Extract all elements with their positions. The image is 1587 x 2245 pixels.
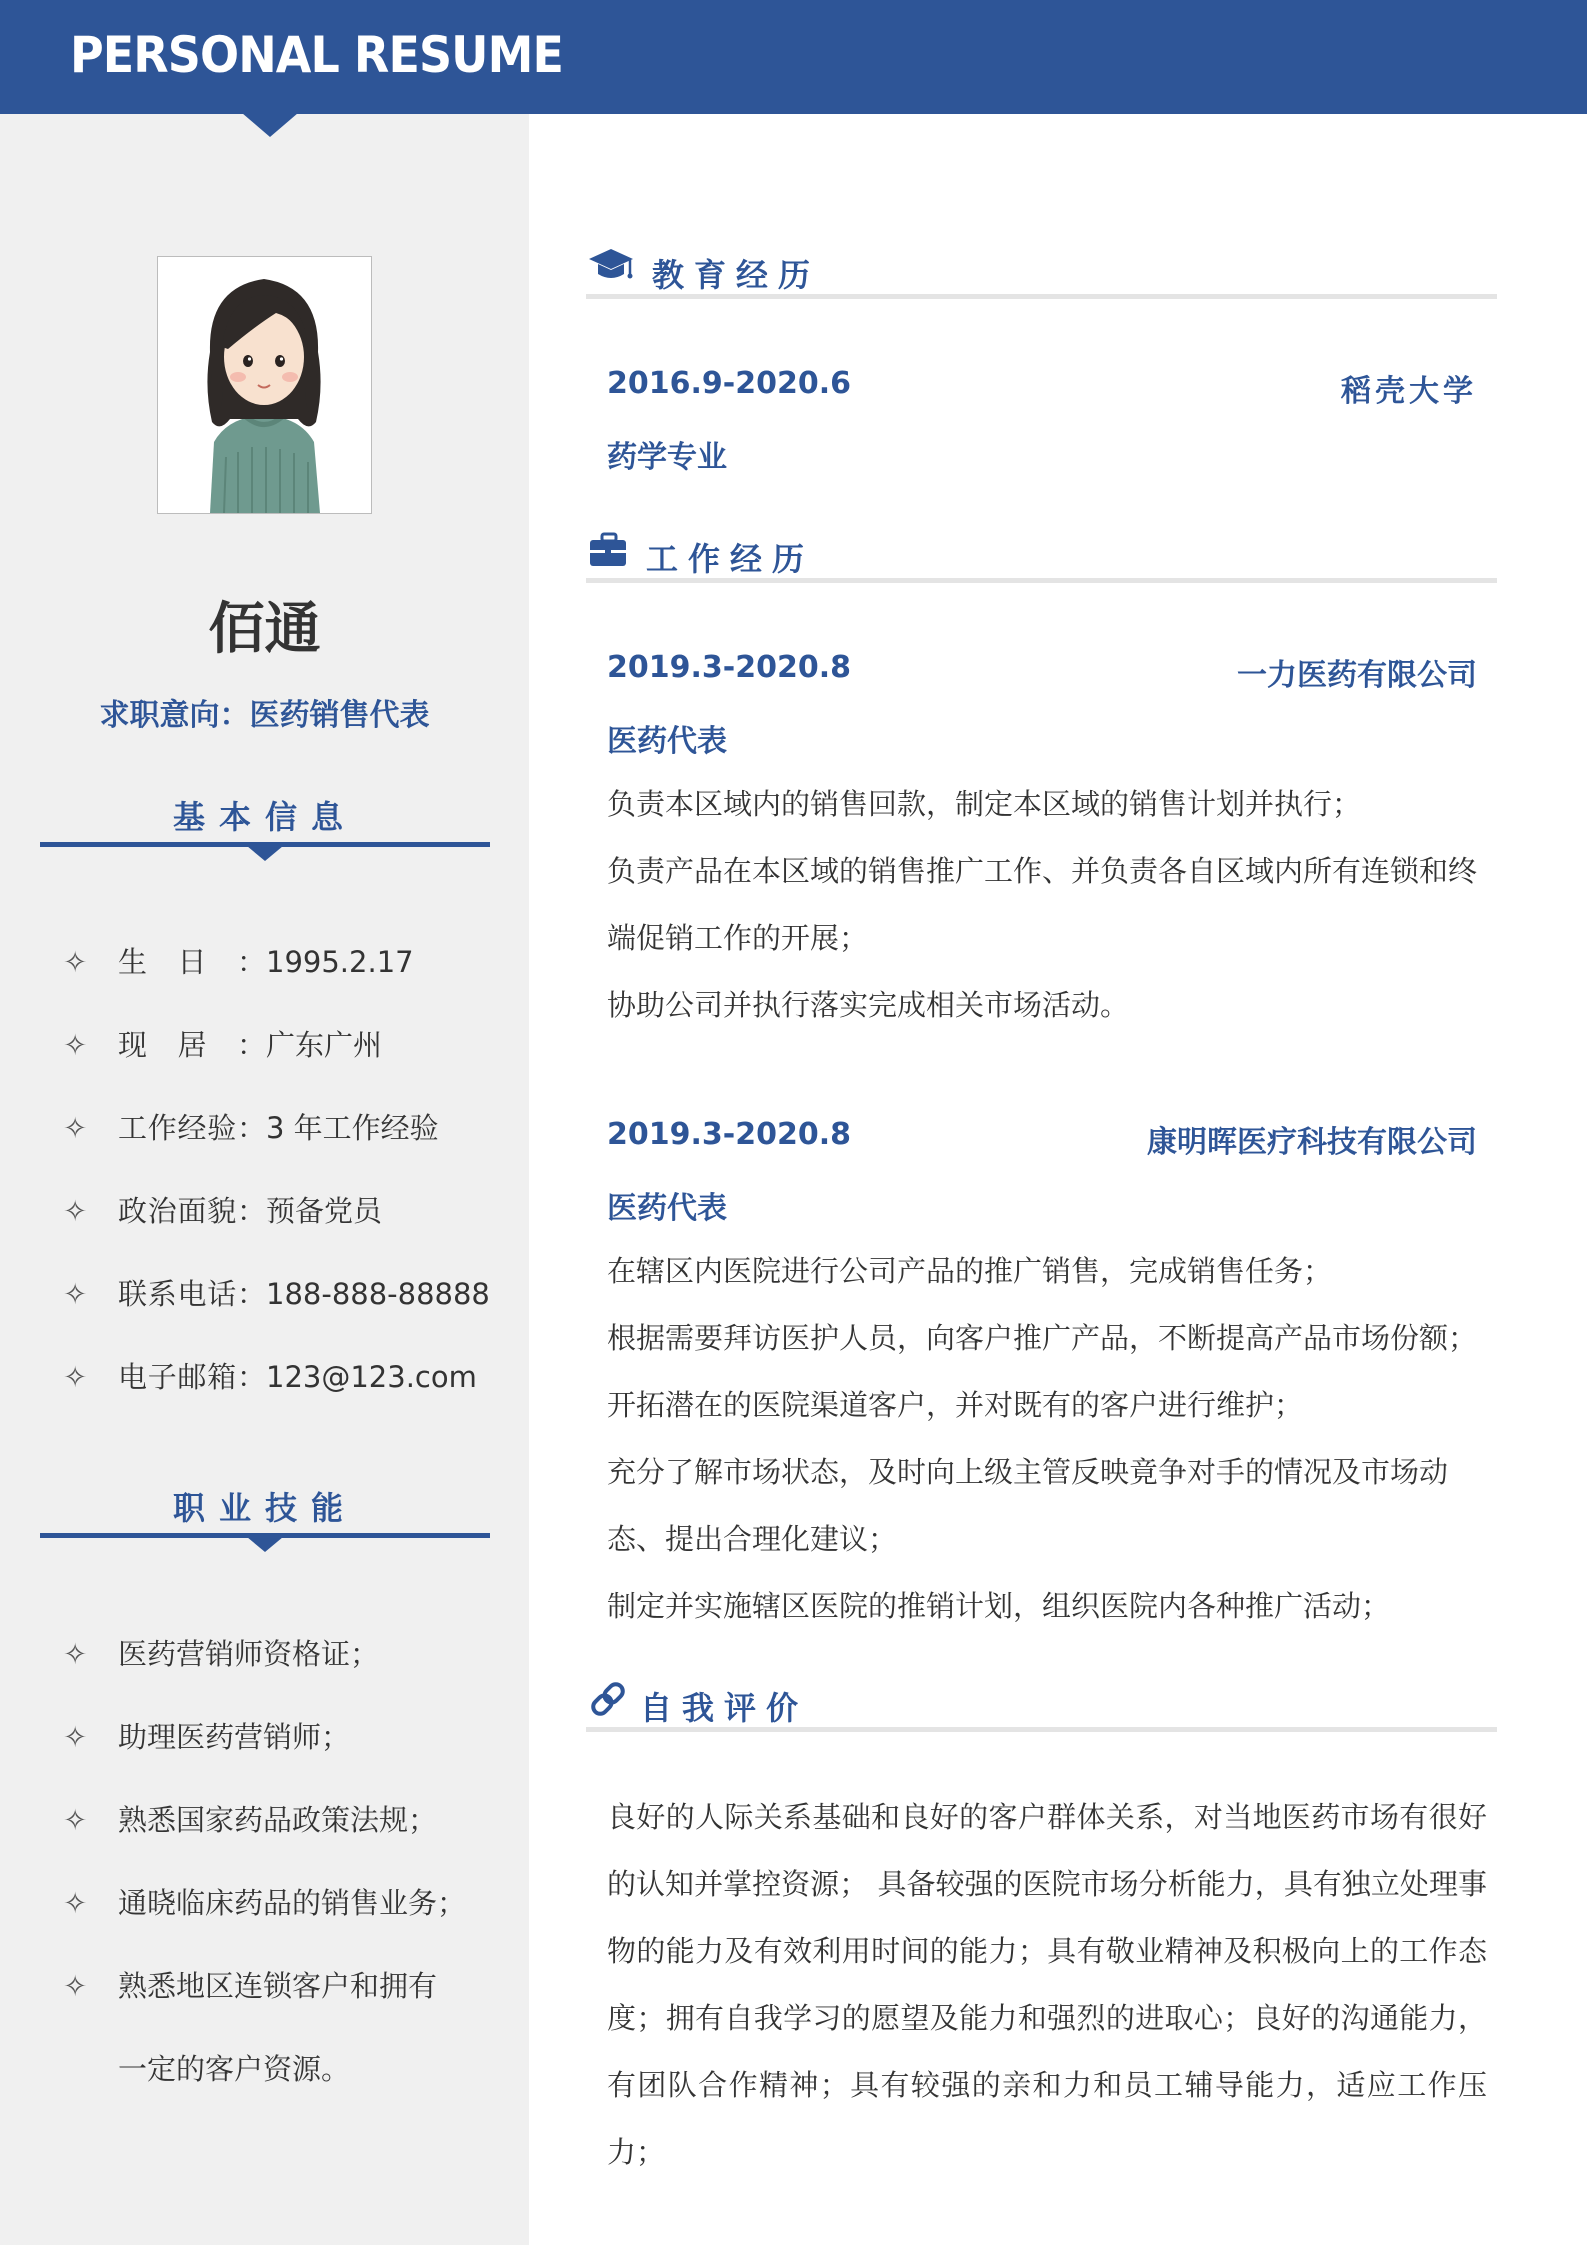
star-icon: ✧	[63, 945, 88, 979]
star-icon: ✧	[63, 1637, 88, 1671]
info-label: 电子邮箱：	[118, 1360, 266, 1394]
skill-text: 熟悉地区连锁客户和拥有	[118, 1969, 438, 2003]
job-duty: 充分了解市场状态，及时向上级主管反映竟争对手的情况及市场动	[607, 1455, 1449, 1489]
info-value: 3 年工作经验	[266, 1111, 439, 1145]
skill-item	[63, 1881, 466, 1922]
skill-item	[63, 1798, 437, 1839]
skill-text: 熟悉国家药品政策法规；	[118, 1803, 438, 1837]
basic-info-notch	[247, 846, 283, 861]
info-birthday	[63, 940, 414, 981]
job-company: 康明晖医疗科技有限公司	[1147, 1125, 1477, 1160]
job-duty: 制定并实施辖区医院的推销计划，组织医院内各种推广活动；	[607, 1589, 1391, 1623]
info-value: 1995.2.17	[266, 945, 414, 979]
job-company: 一力医药有限公司	[1237, 658, 1477, 693]
self-eval-title: 自我评价	[640, 1689, 809, 1727]
resume-title: PERSONAL RESUME	[70, 26, 563, 84]
work-rule	[586, 578, 1497, 583]
info-label: 现居：	[118, 1028, 266, 1062]
skills-notch	[247, 1537, 283, 1552]
info-label: 生日：	[118, 945, 266, 979]
star-icon: ✧	[63, 1111, 88, 1145]
education-school: 稻壳大学	[1341, 374, 1477, 409]
job-duty: 负责本区域内的销售回款，制定本区域的销售计划并执行；	[607, 787, 1362, 821]
star-icon: ✧	[63, 1969, 88, 2003]
skills-title: 职业技能	[172, 1489, 357, 1527]
graduation-cap-icon	[588, 246, 634, 286]
self-eval-text: 良好的人际关系基础和良好的客户群体关系，对当地医药市场有很好的认知并掌控资源； 具备较强的医院市场分析能力，具有独立处理事物的能力及有效利用时间的能力；具有敬业精神及积极向上的工作态度；拥有自我学习的愿望及能力和强烈的进取心；良好的沟通能力，有团队合作精神；具有较强的亲和力和员工辅导能力，适应工作压力；	[607, 1800, 1487, 2169]
job-duty: 开拓潜在的医院渠道客户，并对既有的客户进行维护；	[607, 1388, 1304, 1422]
info-value: 188-888-88888	[266, 1277, 490, 1311]
star-icon: ✧	[63, 1720, 88, 1754]
info-residence	[63, 1023, 382, 1064]
info-value: 广东广州	[266, 1028, 383, 1062]
info-value: 123@123.com	[266, 1360, 477, 1394]
job-duty: 根据需要拜访医护人员，向客户推广产品，不断提高产品市场份额；	[607, 1321, 1478, 1355]
job-date: 2019.3-2020.8	[607, 1117, 851, 1152]
candidate-name: 佰通	[208, 597, 321, 662]
header-notch	[242, 113, 298, 137]
star-icon: ✧	[63, 1803, 88, 1837]
info-value: 预备党员	[266, 1194, 383, 1228]
job-duty: 协助公司并执行落实完成相关市场活动。	[607, 988, 1130, 1022]
job-duty: 在辖区内医院进行公司产品的推广销售，完成销售任务；	[607, 1254, 1333, 1288]
star-icon: ✧	[63, 1194, 88, 1228]
skill-item	[63, 1632, 379, 1673]
info-label: 工作经验：	[118, 1111, 266, 1145]
info-experience	[63, 1106, 439, 1147]
skill-item	[63, 1715, 350, 1756]
skill-text: 医药营销师资格证；	[118, 1637, 380, 1671]
info-phone	[63, 1272, 490, 1313]
job-date: 2019.3-2020.8	[607, 650, 851, 685]
job-role: 医药代表	[607, 724, 727, 759]
basic-info-title: 基本信息	[172, 798, 357, 836]
star-icon: ✧	[63, 1277, 88, 1311]
job-duty: 态、提出合理化建议；	[607, 1522, 898, 1556]
job-duty: 负责产品在本区域的销售推广工作、并负责各自区域内所有连锁和终	[607, 854, 1478, 888]
info-email	[63, 1355, 477, 1396]
star-icon: ✧	[63, 1886, 88, 1920]
skill-item-continued: 一定的客户资源。	[118, 2052, 351, 2086]
star-icon: ✧	[63, 1028, 88, 1062]
skill-item	[63, 1964, 437, 2005]
education-date: 2016.9-2020.6	[607, 366, 851, 401]
info-label: 政治面貌：	[118, 1194, 266, 1228]
education-rule	[586, 294, 1497, 299]
profile-photo	[157, 256, 372, 514]
work-title: 工作经历	[646, 540, 815, 578]
skill-text: 助理医药营销师；	[118, 1720, 351, 1754]
education-major: 药学专业	[607, 440, 727, 475]
info-political	[63, 1189, 382, 1230]
job-intent: 求职意向：医药销售代表	[99, 698, 430, 733]
avatar-illustration	[158, 257, 371, 513]
info-label: 联系电话：	[118, 1277, 266, 1311]
education-title: 教育经历	[652, 256, 821, 294]
self-eval-rule	[586, 1727, 1497, 1732]
job-duty: 端促销工作的开展；	[607, 921, 869, 955]
link-icon	[588, 1679, 634, 1719]
star-icon: ✧	[63, 1360, 88, 1394]
job-role: 医药代表	[607, 1191, 727, 1226]
briefcase-icon	[588, 530, 634, 570]
skill-text: 通晓临床药品的销售业务；	[118, 1886, 467, 1920]
